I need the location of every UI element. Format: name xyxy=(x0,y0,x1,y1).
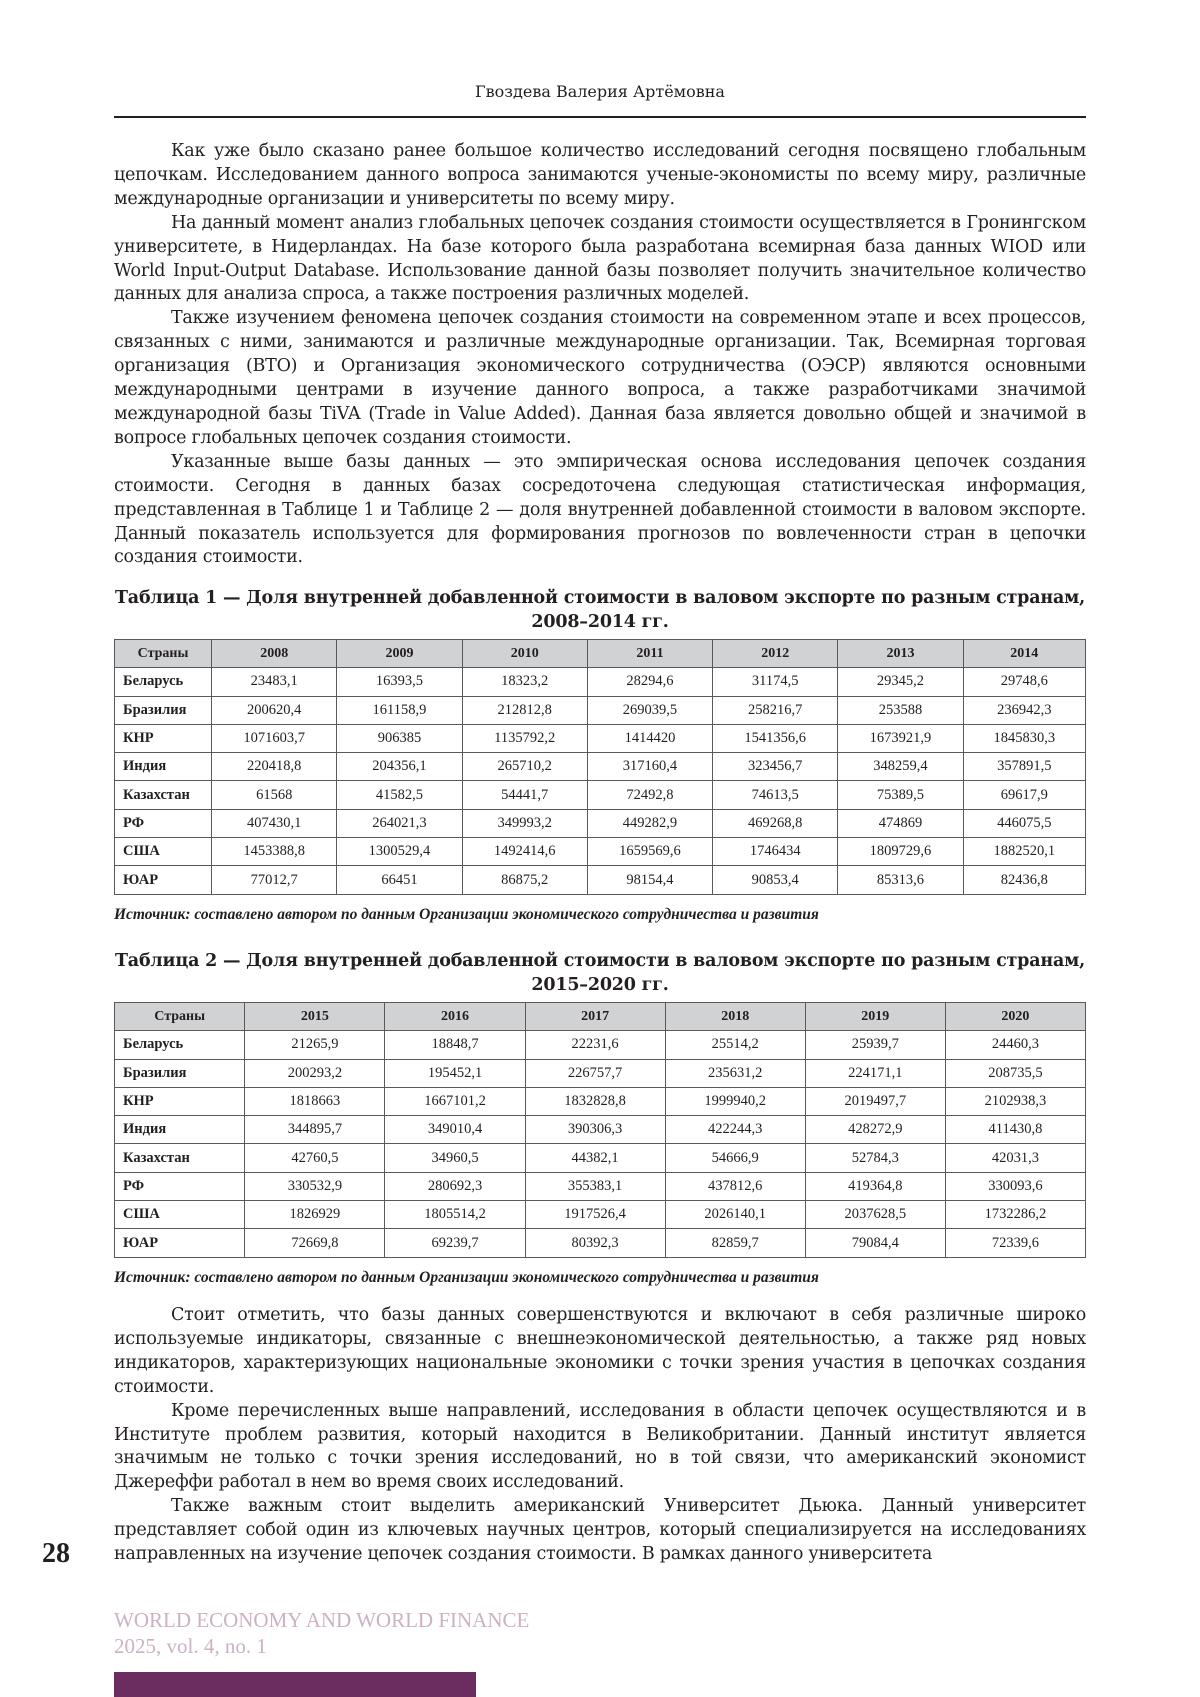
value-cell: 1071603,7 xyxy=(212,724,337,752)
value-cell: 349010,4 xyxy=(385,1116,525,1144)
value-cell: 411430,8 xyxy=(945,1116,1085,1144)
value-cell: 1673921,9 xyxy=(838,724,963,752)
country-cell: Казахстан xyxy=(115,1144,245,1172)
value-cell: 21265,9 xyxy=(245,1031,385,1059)
table-row xyxy=(115,724,1086,752)
value-cell: 75389,5 xyxy=(838,781,963,809)
column-header-country: Страны xyxy=(115,640,212,668)
value-cell: 25939,7 xyxy=(805,1031,945,1059)
value-cell: 1845830,3 xyxy=(963,724,1085,752)
column-header-year: 2016 xyxy=(385,1003,525,1031)
country-cell: Индия xyxy=(115,753,212,781)
paragraph: Также изучением феномена цепочек создания стоимости на современном этапе и всех процессов, связанных с ними, занимаются и различные международные организации. Так, Всемирная торговая организация (ВТО) и Организация экономического сотрудничества (ОЭСР) являются основными международными центрами в изучение данного вопроса, а также разработчиками значимой международной базы TiVA (Trade in Value Added). Данная база является довольно общей и значимой в вопросе глобальных цепочек создания стоимости. xyxy=(114,308,1086,448)
value-cell: 77012,7 xyxy=(212,866,337,894)
value-cell: 86875,2 xyxy=(462,866,587,894)
value-cell: 200293,2 xyxy=(245,1059,385,1087)
value-cell: 61568 xyxy=(212,781,337,809)
value-cell: 25514,2 xyxy=(665,1031,805,1059)
value-cell: 44382,1 xyxy=(525,1144,665,1172)
journal-issue: 2025, vol. 4, no. 1 xyxy=(114,1634,267,1658)
value-cell: 226757,7 xyxy=(525,1059,665,1087)
value-cell: 269039,5 xyxy=(587,696,712,724)
header-rule xyxy=(114,116,1086,118)
value-cell: 1492414,6 xyxy=(462,838,587,866)
country-cell: США xyxy=(115,838,212,866)
value-cell: 1300529,4 xyxy=(337,838,462,866)
value-cell: 195452,1 xyxy=(385,1059,525,1087)
value-cell: 390306,3 xyxy=(525,1116,665,1144)
value-cell: 79084,4 xyxy=(805,1229,945,1257)
country-cell: КНР xyxy=(115,1087,245,1115)
value-cell: 2037628,5 xyxy=(805,1201,945,1229)
table2-caption: Таблица 2 — Доля внутренней добавленной стоимости в валовом экспорте по разным странам, 2015–2020 гг. xyxy=(114,951,1086,995)
column-header-country: Страны xyxy=(115,1003,245,1031)
value-cell: 469268,8 xyxy=(713,809,838,837)
value-cell: 348259,4 xyxy=(838,753,963,781)
column-header-year: 2012 xyxy=(713,640,838,668)
value-cell: 42031,3 xyxy=(945,1144,1085,1172)
value-cell: 235631,2 xyxy=(665,1059,805,1087)
table-row xyxy=(115,668,1086,696)
country-cell: Индия xyxy=(115,1116,245,1144)
value-cell: 437812,6 xyxy=(665,1172,805,1200)
value-cell: 66451 xyxy=(337,866,462,894)
table-row xyxy=(115,753,1086,781)
paragraph: Указанные выше базы данных — это эмпирическая основа исследования цепочек создания стоимости. Сегодня в данных базах сосредоточена следующая статистическая информация, представленная в Таблице 1 и Таблице 2 — доля внутренней добавленной стоимости в валовом экспорте. Данный показатель используется для формирования прогнозов по вовлеченности стран в цепочки создания стоимости. xyxy=(114,451,1086,568)
value-cell: 1135792,2 xyxy=(462,724,587,752)
value-cell: 323456,7 xyxy=(713,753,838,781)
value-cell: 446075,5 xyxy=(963,809,1085,837)
table-row xyxy=(115,696,1086,724)
value-cell: 1882520,1 xyxy=(963,838,1085,866)
value-cell: 1453388,8 xyxy=(212,838,337,866)
value-cell: 16393,5 xyxy=(337,668,462,696)
column-header-year: 2010 xyxy=(462,640,587,668)
table-row xyxy=(115,1144,1086,1172)
table2 xyxy=(114,1002,1086,1258)
value-cell: 18848,7 xyxy=(385,1031,525,1059)
value-cell: 74613,5 xyxy=(713,781,838,809)
value-cell: 349993,2 xyxy=(462,809,587,837)
value-cell: 29748,6 xyxy=(963,668,1085,696)
value-cell: 42760,5 xyxy=(245,1144,385,1172)
value-cell: 1732286,2 xyxy=(945,1201,1085,1229)
value-cell: 1999940,2 xyxy=(665,1087,805,1115)
value-cell: 2026140,1 xyxy=(665,1201,805,1229)
table1-caption: Таблица 1 — Доля внутренней добавленной стоимости в валовом экспорте по разным странам, 2008–2014 гг. xyxy=(114,588,1086,632)
table-header-row xyxy=(115,1003,1086,1031)
column-header-year: 2018 xyxy=(665,1003,805,1031)
value-cell: 2102938,3 xyxy=(945,1087,1085,1115)
running-header: Гвоздева Валерия Артёмовна xyxy=(475,82,725,101)
value-cell: 72492,8 xyxy=(587,781,712,809)
value-cell: 1818663 xyxy=(245,1087,385,1115)
value-cell: 355383,1 xyxy=(525,1172,665,1200)
table-row xyxy=(115,838,1086,866)
table-row xyxy=(115,781,1086,809)
paragraph: Как уже было сказано ранее большое количество исследований сегодня посвящено глобальным цепочкам. Исследованием данного вопроса занимаются ученые-экономисты по всему миру, различные международные организации и университеты по всему миру. xyxy=(114,141,1086,209)
table-row xyxy=(115,1201,1086,1229)
body-text-top xyxy=(114,140,1086,570)
value-cell: 24460,3 xyxy=(945,1031,1085,1059)
value-cell: 253588 xyxy=(838,696,963,724)
country-cell: ЮАР xyxy=(115,866,212,894)
column-header-year: 2015 xyxy=(245,1003,385,1031)
value-cell: 69239,7 xyxy=(385,1229,525,1257)
value-cell: 80392,3 xyxy=(525,1229,665,1257)
paragraph: На данный момент анализ глобальных цепочек создания стоимости осуществляется в Гронингском университете, в Нидерландах. На базе которого была разработана всемирная база данных WIOD или World Input-Output Database. Использование данной базы позволяет получить значительное количество данных для анализа спроса, а также построения различных моделей. xyxy=(114,212,1086,305)
country-cell: РФ xyxy=(115,1172,245,1200)
value-cell: 54666,9 xyxy=(665,1144,805,1172)
table-row xyxy=(115,1229,1086,1257)
value-cell: 54441,7 xyxy=(462,781,587,809)
value-cell: 264021,3 xyxy=(337,809,462,837)
country-cell: ЮАР xyxy=(115,1229,245,1257)
table-header-row xyxy=(115,640,1086,668)
value-cell: 1832828,8 xyxy=(525,1087,665,1115)
value-cell: 419364,8 xyxy=(805,1172,945,1200)
value-cell: 204356,1 xyxy=(337,753,462,781)
value-cell: 2019497,7 xyxy=(805,1087,945,1115)
table1 xyxy=(114,639,1086,895)
journal-name: WORLD ECONOMY AND WORLD FINANCE xyxy=(114,1608,530,1632)
value-cell: 1826929 xyxy=(245,1201,385,1229)
value-cell: 85313,6 xyxy=(838,866,963,894)
value-cell: 72339,6 xyxy=(945,1229,1085,1257)
value-cell: 200620,4 xyxy=(212,696,337,724)
table-row xyxy=(115,1087,1086,1115)
value-cell: 280692,3 xyxy=(385,1172,525,1200)
value-cell: 265710,2 xyxy=(462,753,587,781)
value-cell: 1805514,2 xyxy=(385,1201,525,1229)
value-cell: 208735,5 xyxy=(945,1059,1085,1087)
value-cell: 1541356,6 xyxy=(713,724,838,752)
value-cell: 161158,9 xyxy=(337,696,462,724)
value-cell: 52784,3 xyxy=(805,1144,945,1172)
value-cell: 317160,4 xyxy=(587,753,712,781)
country-cell: Беларусь xyxy=(115,1031,245,1059)
value-cell: 236942,3 xyxy=(963,696,1085,724)
value-cell: 82859,7 xyxy=(665,1229,805,1257)
value-cell: 90853,4 xyxy=(713,866,838,894)
value-cell: 18323,2 xyxy=(462,668,587,696)
column-header-year: 2017 xyxy=(525,1003,665,1031)
column-header-year: 2019 xyxy=(805,1003,945,1031)
country-cell: Казахстан xyxy=(115,781,212,809)
country-cell: Беларусь xyxy=(115,668,212,696)
value-cell: 28294,6 xyxy=(587,668,712,696)
value-cell: 82436,8 xyxy=(963,866,1085,894)
value-cell: 1809729,6 xyxy=(838,838,963,866)
body-text-bottom xyxy=(114,1304,1086,1567)
value-cell: 224171,1 xyxy=(805,1059,945,1087)
column-header-year: 2020 xyxy=(945,1003,1085,1031)
value-cell: 1917526,4 xyxy=(525,1201,665,1229)
value-cell: 29345,2 xyxy=(838,668,963,696)
table1-source: Источник: составлено автором по данным Организации экономического сотрудничества и развития xyxy=(114,906,819,923)
page-number: 28 xyxy=(42,1538,70,1569)
country-cell: США xyxy=(115,1201,245,1229)
paragraph: Также важным стоит выделить американский Университет Дьюка. Данный университет представляет собой один из ключевых научных центров, который специализируется на исследованиях направленных на изучение цепочек создания стоимости. В рамках данного университета xyxy=(114,1496,1086,1565)
value-cell: 258216,7 xyxy=(713,696,838,724)
footer-accent-bar xyxy=(114,1672,476,1697)
value-cell: 31174,5 xyxy=(713,668,838,696)
value-cell: 330532,9 xyxy=(245,1172,385,1200)
country-cell: КНР xyxy=(115,724,212,752)
table-row xyxy=(115,1116,1086,1144)
value-cell: 407430,1 xyxy=(212,809,337,837)
column-header-year: 2014 xyxy=(963,640,1085,668)
value-cell: 220418,8 xyxy=(212,753,337,781)
value-cell: 906385 xyxy=(337,724,462,752)
value-cell: 422244,3 xyxy=(665,1116,805,1144)
value-cell: 1414420 xyxy=(587,724,712,752)
value-cell: 344895,7 xyxy=(245,1116,385,1144)
value-cell: 428272,9 xyxy=(805,1116,945,1144)
country-cell: Бразилия xyxy=(115,1059,245,1087)
value-cell: 357891,5 xyxy=(963,753,1085,781)
value-cell: 23483,1 xyxy=(212,668,337,696)
value-cell: 98154,4 xyxy=(587,866,712,894)
value-cell: 449282,9 xyxy=(587,809,712,837)
value-cell: 474869 xyxy=(838,809,963,837)
table-row xyxy=(115,1172,1086,1200)
value-cell: 22231,6 xyxy=(525,1031,665,1059)
column-header-year: 2013 xyxy=(838,640,963,668)
table-row xyxy=(115,866,1086,894)
value-cell: 330093,6 xyxy=(945,1172,1085,1200)
value-cell: 1659569,6 xyxy=(587,838,712,866)
value-cell: 34960,5 xyxy=(385,1144,525,1172)
country-cell: РФ xyxy=(115,809,212,837)
value-cell: 69617,9 xyxy=(963,781,1085,809)
value-cell: 1667101,2 xyxy=(385,1087,525,1115)
column-header-year: 2011 xyxy=(587,640,712,668)
table-row xyxy=(115,1059,1086,1087)
value-cell: 41582,5 xyxy=(337,781,462,809)
paragraph: Кроме перечисленных выше направлений, исследования в области цепочек осуществляются и в Институте проблем развития, который находится в Великобритании. Данный институт является значимым не только с точки зрения исследований, но в той связи, что американский экономист Джереффи работал в нем во время своих исследований. xyxy=(114,1400,1086,1493)
table2-source: Источник: составлено автором по данным Организации экономического сотрудничества и развития xyxy=(114,1269,819,1286)
value-cell: 212812,8 xyxy=(462,696,587,724)
country-cell: Бразилия xyxy=(115,696,212,724)
table-row xyxy=(115,1031,1086,1059)
column-header-year: 2009 xyxy=(337,640,462,668)
table-row xyxy=(115,809,1086,837)
paragraph: Стоит отметить, что базы данных совершенствуются и включают в себя различные широко используемые индикаторы, связанные с внешнеэкономической деятельностью, а также ряд новых индикаторов, характеризующих национальные экономики с точки зрения участия в цепочках создания стоимости. xyxy=(114,1305,1086,1397)
column-header-year: 2008 xyxy=(212,640,337,668)
value-cell: 72669,8 xyxy=(245,1229,385,1257)
value-cell: 1746434 xyxy=(713,838,838,866)
